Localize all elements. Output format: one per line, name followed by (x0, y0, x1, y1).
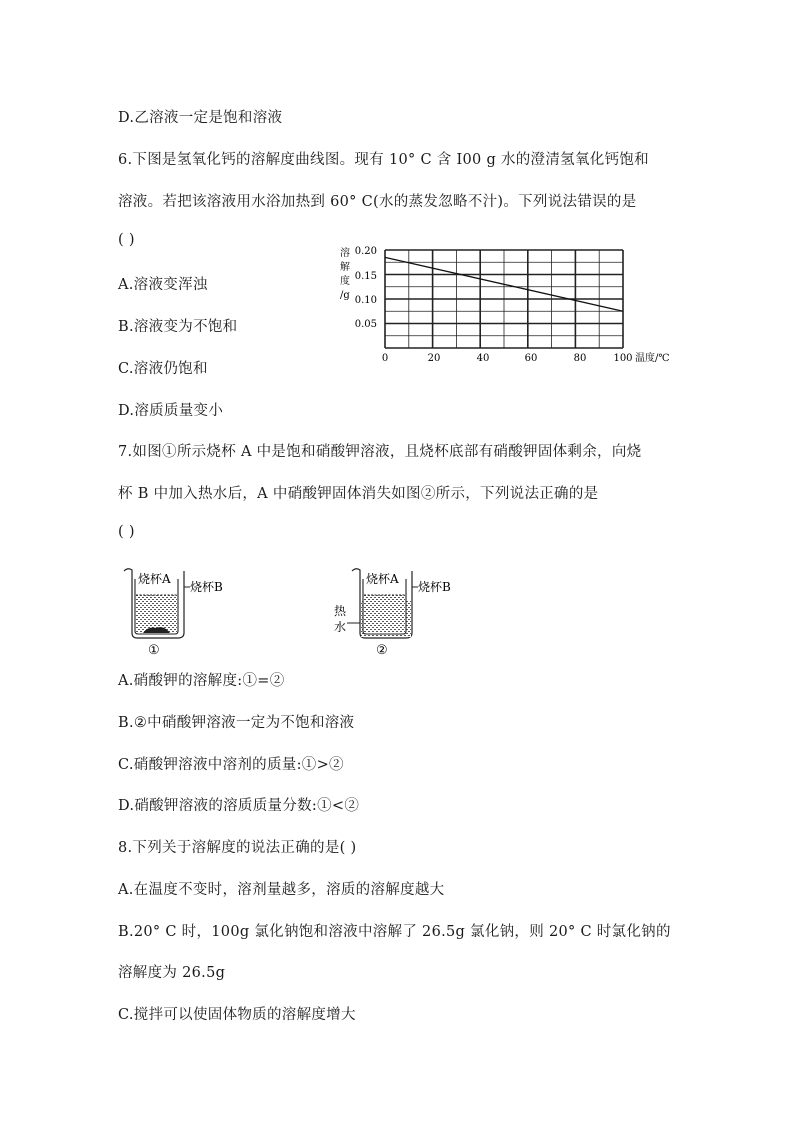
question-7-stem-cont: 杯 B 中加入热水后，A 中硝酸钾固体消失如图②所示，下列说法正确的是 (118, 486, 599, 502)
y-label-char: 溶 (340, 248, 350, 259)
x-tick-label: 60 (524, 353, 538, 364)
beaker-a-label: 烧杯A (366, 572, 399, 586)
y-label-char: 解 (340, 262, 350, 273)
hot-water-label: 热 (334, 604, 347, 618)
option-8a: A.在温度不变时，溶剂量越多，溶质的溶解度越大 (118, 882, 445, 898)
question-8-stem: 8.下列关于溶解度的说法正确的是( ) (118, 840, 357, 856)
option-6a: A.溶液变浑浊 (118, 277, 208, 293)
y-tick-label: 0.15 (354, 271, 377, 282)
option-7b: B.②中硝酸钾溶液一定为不饱和溶液 (118, 715, 355, 731)
y-label-char: /g (340, 290, 350, 301)
option-6c: C.溶液仍饱和 (118, 361, 208, 377)
unsaturated-solution (364, 595, 405, 633)
option-8c: C.搅拌可以使固体物质的溶解度增大 (118, 1007, 356, 1023)
y-tick-label: 0.10 (354, 295, 377, 306)
x-tick-label: 40 (476, 353, 490, 364)
x-tick-label: 80 (573, 353, 587, 364)
option-8b-cont: 溶解度为 26.5g (118, 965, 226, 981)
y-tick-label: 0.05 (354, 319, 377, 330)
beaker-figure-2 (330, 565, 470, 657)
answer-paren: ( ) (118, 232, 135, 248)
answer-paren: ( ) (118, 524, 135, 540)
option-7a: A.硝酸钾的溶解度:①=② (118, 673, 285, 689)
figure-caption: ① (148, 643, 160, 657)
beaker-b-label: 烧杯B (190, 580, 223, 594)
question-6-stem-cont: 溶液。若把该溶液用水浴加热到 60° C(水的蒸发忽略不汁)。下列说法错误的是 (118, 194, 637, 210)
option-8b: B.20° C 时，100g 氯化钠饱和溶液中溶解了 26.5g 氯化钠，则 20° C 时氯化钠的 (118, 924, 671, 940)
option-5d: D.乙溶液一定是饱和溶液 (118, 110, 283, 126)
x-tick-label: 20 (427, 353, 441, 364)
x-tick-label: 100 (613, 353, 633, 364)
x-axis-label: 温度/℃ (635, 353, 670, 364)
question-6-stem: 6.下图是氢氧化钙的溶解度曲线图。现有 10° C 含 I00 g 水的澄清氢氧化钙饱和 (118, 152, 649, 168)
beaker-b-label: 烧杯B (418, 580, 451, 594)
saturated-solution (136, 595, 177, 633)
chart-grid (385, 250, 623, 348)
y-axis-label (340, 246, 350, 301)
y-tick-label: 0.20 (354, 246, 377, 257)
option-7c: C.硝酸钾溶液中溶剂的质量:①>② (118, 757, 344, 773)
option-7d: D.硝酸钾溶液的溶质质量分数:①<② (118, 798, 360, 814)
figure-caption: ② (376, 643, 388, 657)
question-7-stem: 7.如图①所示烧杯 A 中是饱和硝酸钾溶液，且烧杯底部有硝酸钾固体剩余，向烧 (118, 444, 642, 460)
x-tick-label: 0 (381, 353, 389, 364)
beaker-a-label: 烧杯A (138, 572, 171, 586)
x-tick-labels (382, 353, 633, 364)
y-label-char: 度 (340, 276, 350, 287)
y-tick-labels (355, 246, 377, 330)
hot-water-label: 水 (334, 620, 347, 634)
option-6d: D.溶质质量变小 (118, 403, 224, 419)
solubility-chart (330, 240, 690, 375)
option-6b: B.溶液变为不饱和 (118, 319, 238, 335)
beaker-figure-1 (118, 565, 248, 657)
